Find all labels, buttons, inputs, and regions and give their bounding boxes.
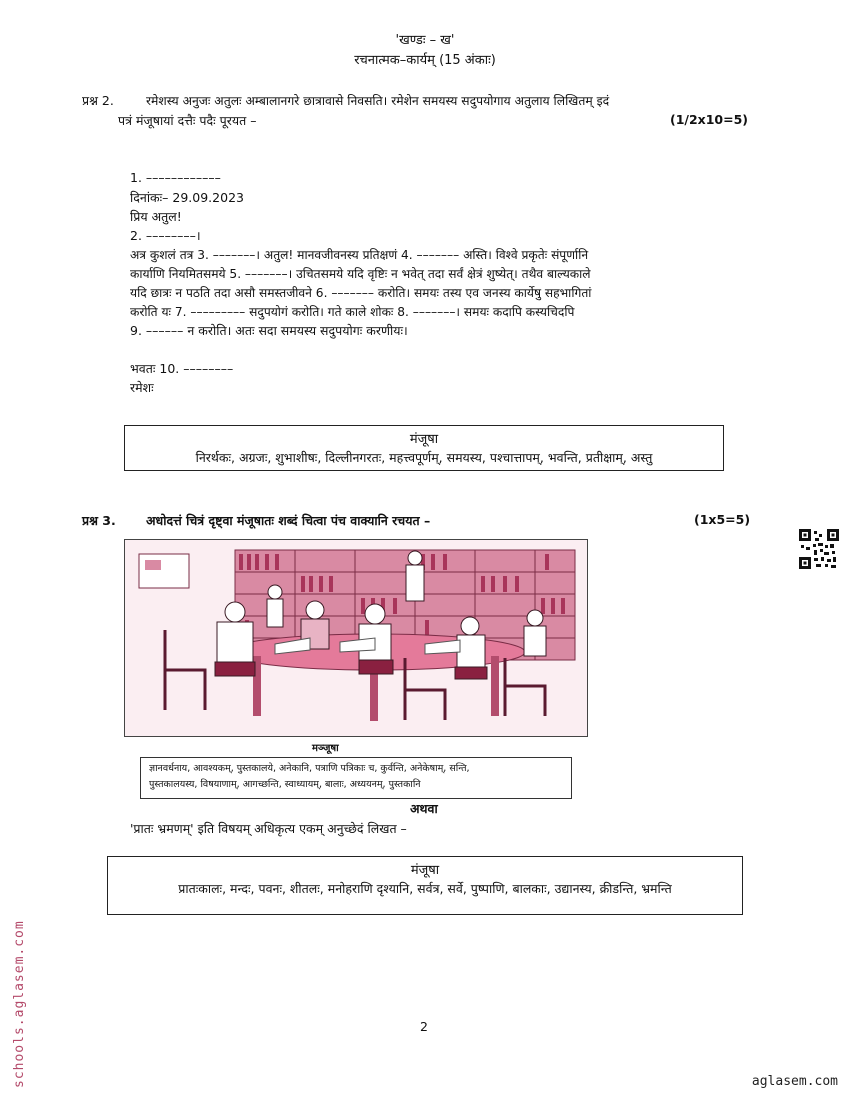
alt-word-box-title: मंजूषा: [410, 863, 440, 878]
q2-word-box-title: मंजूषा: [409, 432, 439, 447]
page-number: 2: [420, 1019, 428, 1034]
picture-word-box: [140, 757, 572, 799]
q3-alt-text: 'प्रातः भ्रमणम्' इति विषयम् अधिकृत्य एकम् अनुच्छेदं लिखत –: [130, 821, 407, 836]
q2-marks: (1/2x10=5): [670, 112, 749, 127]
letter-signature: रमेशः: [130, 380, 154, 395]
section-subtitle: रचनात्मक–कार्यम् (15 अंकाः): [354, 53, 496, 68]
alt-word-box-words: प्रातःकालः, मन्दः, पवनः, शीतलः, मनोहराणि दृश्यानि, सर्वत्र, सर्वे, पुष्पाणि, बालकाः, उद्यानस्य, क्रीडन्ति, भ्रमन्ति: [178, 881, 672, 896]
or-label: अथवा: [410, 801, 438, 816]
letter-line-9: 9. –––––– न करोति। अतः सदा समयस्य सदुपयोगः करणीयः।: [130, 323, 408, 338]
letter-line-8: करोति यः 7. ––––––––– सदुपयोगं करोति। गते काले शोकः 8. –––––––। समयः कदापि कस्यचिदपि: [130, 305, 575, 319]
picture-word-box-line1: ज्ञानवर्धनाय, आवश्यकम्, पुस्तकालये, अनेकानि, पत्राणि पत्रिकाः च, कुर्वन्ति, अनेकेषाम्, सन्ति,: [149, 763, 470, 774]
letter-date: दिनांकः– 29.09.2023: [130, 190, 244, 205]
letter-salutation: प्रिय अतुल!: [130, 209, 182, 224]
qr-code-icon: [799, 529, 839, 569]
q2-text-line1: रमेशस्य अनुजः अतुलः अम्बालानगरे छात्रावासे निवसति। रमेशेन समयस्य सदुपयोगाय अतुलाय लिखितम् इदं: [146, 94, 610, 108]
letter-line-1: 1. ––––––––––––: [130, 170, 221, 185]
q3-number: प्रश्न 3.: [82, 513, 116, 528]
side-watermark: schools.aglasem.com: [12, 920, 27, 1088]
letter-closing: भवतः 10. ––––––––: [130, 361, 234, 376]
q2-number: प्रश्न 2.: [82, 93, 114, 108]
letter-line-6: कार्याणि नियमितसमये 5. –––––––। उचितसमये यदि वृष्टिः न भवेत् तदा सर्वं क्षेत्रं शुष्येत्। तथैव बाल्यकाले: [130, 267, 591, 281]
q3-text: अधोदत्तं चित्रं दृष्ट्वा मंजूषातः शब्दं चित्वा पंच वाक्यानि रचयत –: [146, 513, 431, 528]
bottom-watermark: aglasem.com: [751, 1074, 838, 1089]
picture-box-title: मञ्जूषा: [312, 743, 339, 754]
q2-text-line2: पत्रं मंजूषायां दत्तैः पदैः पूरयत –: [118, 113, 257, 128]
q2-word-box: [124, 425, 724, 471]
letter-line-7: यदि छात्रः न पठति तदा असौ समस्तजीवने 6. ––––––– करोति। समयः तस्य एव जनस्य कार्येषु सहभागितां: [130, 286, 592, 300]
q3-marks: (1x5=5): [694, 512, 751, 527]
picture-word-box-line2: पुस्तकालयस्य, विषयाणाम्, आगच्छन्ति, स्वाध्यायम्, बालाः, अध्ययनम्, पुस्तकानि: [149, 779, 421, 790]
section-title: 'खण्डः – ख': [395, 33, 455, 48]
alt-word-box: [107, 856, 743, 915]
library-illustration: [124, 539, 588, 737]
q2-word-box-words: निरर्थकः, अग्रजः, शुभाशीषः, दिल्लीनगरतः, महत्त्वपूर्णम्, समयस्य, पश्चात्तापम्, भवन्ति, प्रतीक्षाम्, अस्तु: [195, 450, 653, 465]
library-scene-graphic: [125, 540, 587, 736]
letter-line-4: 2. ––––––––।: [130, 228, 201, 243]
letter-line-5: अत्र कुशलं तत्र 3. –––––––। अतुल! मानवजीवनस्य प्रतिक्षणं 4. ––––––– अस्ति। विश्वे प्रकृतेः संपूर्णानि: [130, 248, 589, 262]
